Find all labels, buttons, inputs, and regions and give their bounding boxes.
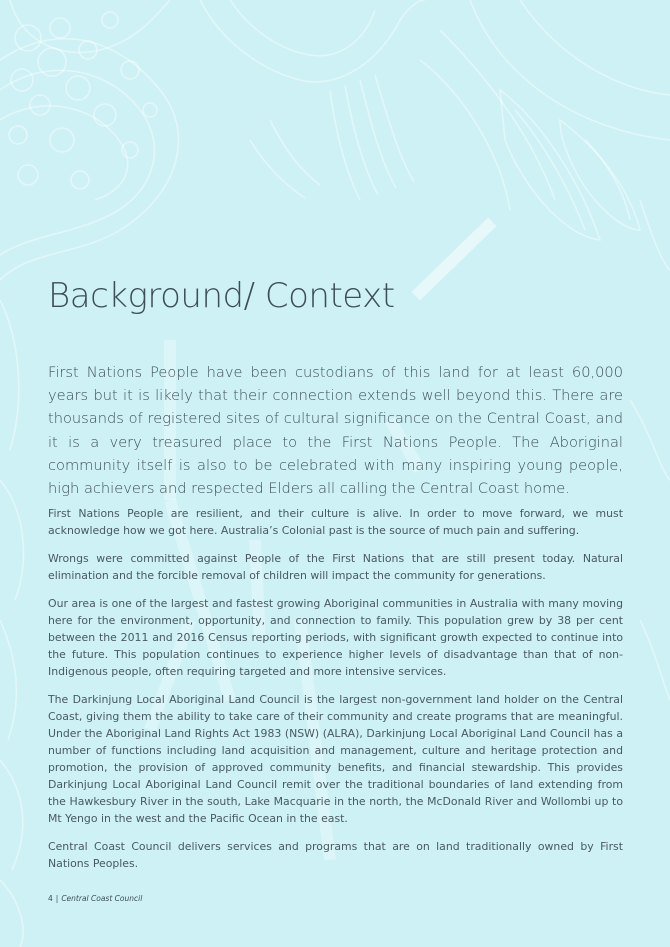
body-paragraph: Wrongs were committed against People of the First Nations that are still present today. Natural elimination and the forcible removal of children will impact the community for generations. — [48, 552, 623, 582]
footer-organisation: Central Coast Council — [61, 894, 143, 903]
body-paragraph: The Darkinjung Local Aboriginal Land Council is the largest non-government land holder on the Central Coast, giving them the ability to take care of their community and create programs that are meaningful. Under the Aboriginal Land Rights Act 1983 (NSW) (ALRA), Darkinjung Local Aboriginal Land Council has a number of functions including land acquisition and management, culture and heritage protection and promotion, the provision of approved community benefits, and financial stewardship. This provides Darkinjung Local Aboriginal Land Council remit over the traditional boundaries of land extending from the Hawkesbury River in the south, Lake Macquarie in the north, the McDonald River and Wollombi up to Mt Yengo in the west and the Pacific Ocean in the east. — [48, 693, 623, 825]
page-number: 4 — [48, 894, 53, 903]
body-paragraph: Central Coast Council delivers services and programs that are on land traditionally owned by First Nations Peoples. — [48, 840, 623, 870]
page-footer — [48, 894, 142, 903]
body-paragraph: Our area is one of the largest and fastest growing Aboriginal communities in Australia with many moving here for the environment, opportunity, and connection to family. This population grew by 38 per cent between the 2011 and 2016 Census reporting periods, with significant growth expected to continue into the future. This population continues to experience higher levels of disadvantage than that of non-Indigenous people, often requiring targeted and more intensive services. — [48, 597, 623, 678]
footer-separator: | — [55, 894, 59, 903]
lead-paragraph: First Nations People have been custodians of this land for at least 60,000 years but it is likely that their connection extends well beyond this. There are thousands of registered sites of cultural significance on the Central Coast, and it is a very treasured place to the First Nations People. The Aboriginal community itself is also to be celebrated with many inspiring young people, high achievers and respected Elders all calling the Central Coast home. — [48, 364, 623, 498]
page-title: Background/ Context — [48, 276, 395, 316]
body-text — [48, 505, 623, 883]
body-paragraph: First Nations People are resilient, and their culture is alive. In order to move forward, we must acknowledge how we got here. Australia’s Colonial past is the source of much pain and suffering. — [48, 507, 623, 537]
